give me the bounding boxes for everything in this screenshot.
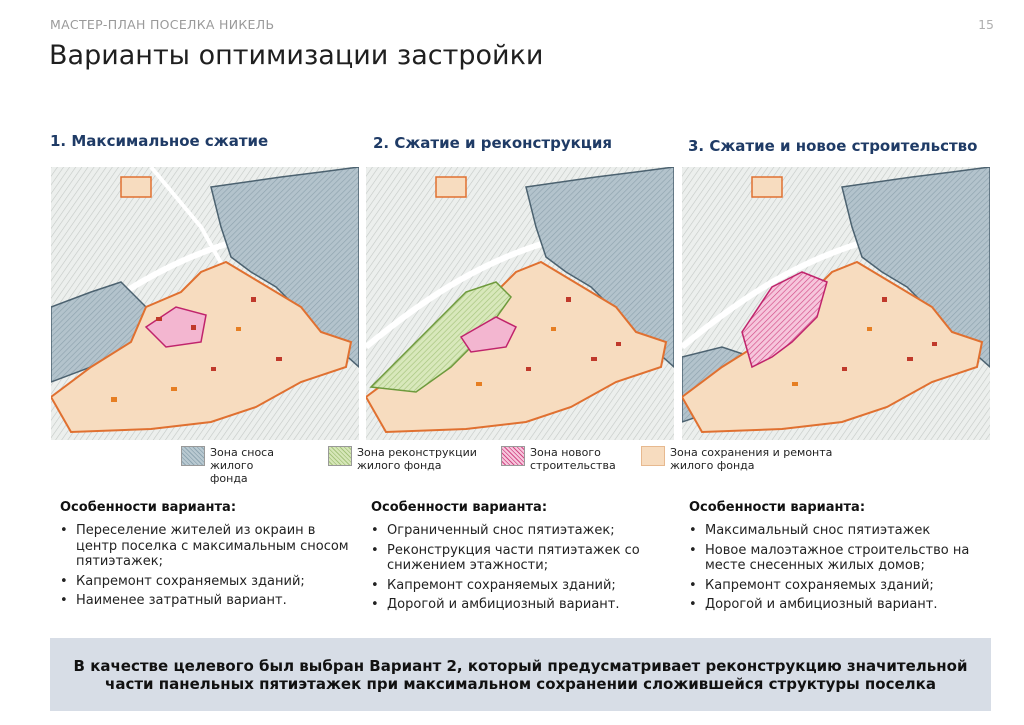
new-construction-zone-swatch-icon	[501, 446, 525, 466]
demolition-zone-swatch-icon	[181, 446, 205, 466]
option-1-title: 1. Максимальное сжатие	[50, 132, 269, 150]
list-item: • Реконструкция части пятиэтажек со снижением этажности;	[371, 543, 671, 574]
list-item: • Дорогой и амбициозный вариант.	[371, 597, 671, 613]
list-item: • Переселение жителей из окраин в центр поселка с максимальным сносом пятиэтажек;	[60, 523, 360, 570]
option-3-features	[689, 500, 989, 617]
legend-preservation-zone	[641, 446, 840, 472]
legend-reconstruction-zone	[328, 446, 497, 472]
legend-label: Зона реконструкции жилого фонда	[357, 446, 477, 472]
preservation-zone-swatch-icon	[641, 446, 665, 466]
option-2-title: 2. Сжатие и реконструкция	[373, 134, 613, 152]
page-number: 15	[978, 17, 994, 32]
features-heading: Особенности варианта:	[371, 500, 548, 515]
legend-demolition-zone	[181, 446, 290, 485]
features-heading: Особенности варианта:	[689, 500, 866, 515]
list-item: • Максимальный снос пятиэтажек	[689, 523, 989, 539]
option-3-map	[682, 167, 990, 440]
option-2-features	[371, 500, 671, 617]
features-heading: Особенности варианта:	[60, 500, 237, 515]
legend-label: Зона сноса жилого фонда	[210, 446, 274, 485]
list-item: • Наименее затратный вариант.	[60, 593, 360, 609]
conclusion-text: В качестве целевого был выбран Вариант 2, который предусматривает реконструкцию значительной части панельных пятиэтажек при максимальном сохранении сложившейся структуры поселка	[73, 656, 968, 693]
legend-label: Зона сохранения и ремонта жилого фонда	[670, 446, 833, 472]
legend-new-construction-zone	[501, 446, 630, 472]
list-item: • Капремонт сохраняемых зданий;	[689, 578, 989, 594]
document-kicker: МАСТЕР-ПЛАН ПОСЕЛКА НИКЕЛЬ	[50, 17, 275, 32]
reconstruction-zone-swatch-icon	[328, 446, 352, 466]
option-3-title: 3. Сжатие и новое строительство	[688, 137, 978, 155]
option-1-features	[60, 500, 360, 613]
list-item: • Капремонт сохраняемых зданий;	[60, 574, 360, 590]
list-item: • Ограниченный снос пятиэтажек;	[371, 523, 671, 539]
list-item: • Новое малоэтажное строительство на месте снесенных жилых домов;	[689, 543, 989, 574]
legend-label: Зона нового строительства	[530, 446, 616, 472]
option-1-map	[51, 167, 359, 440]
option-2-map	[366, 167, 674, 440]
conclusion-box	[50, 638, 991, 711]
list-item: • Капремонт сохраняемых зданий;	[371, 578, 671, 594]
list-item: • Дорогой и амбициозный вариант.	[689, 597, 989, 613]
page-title: Варианты оптимизации застройки	[49, 40, 544, 71]
